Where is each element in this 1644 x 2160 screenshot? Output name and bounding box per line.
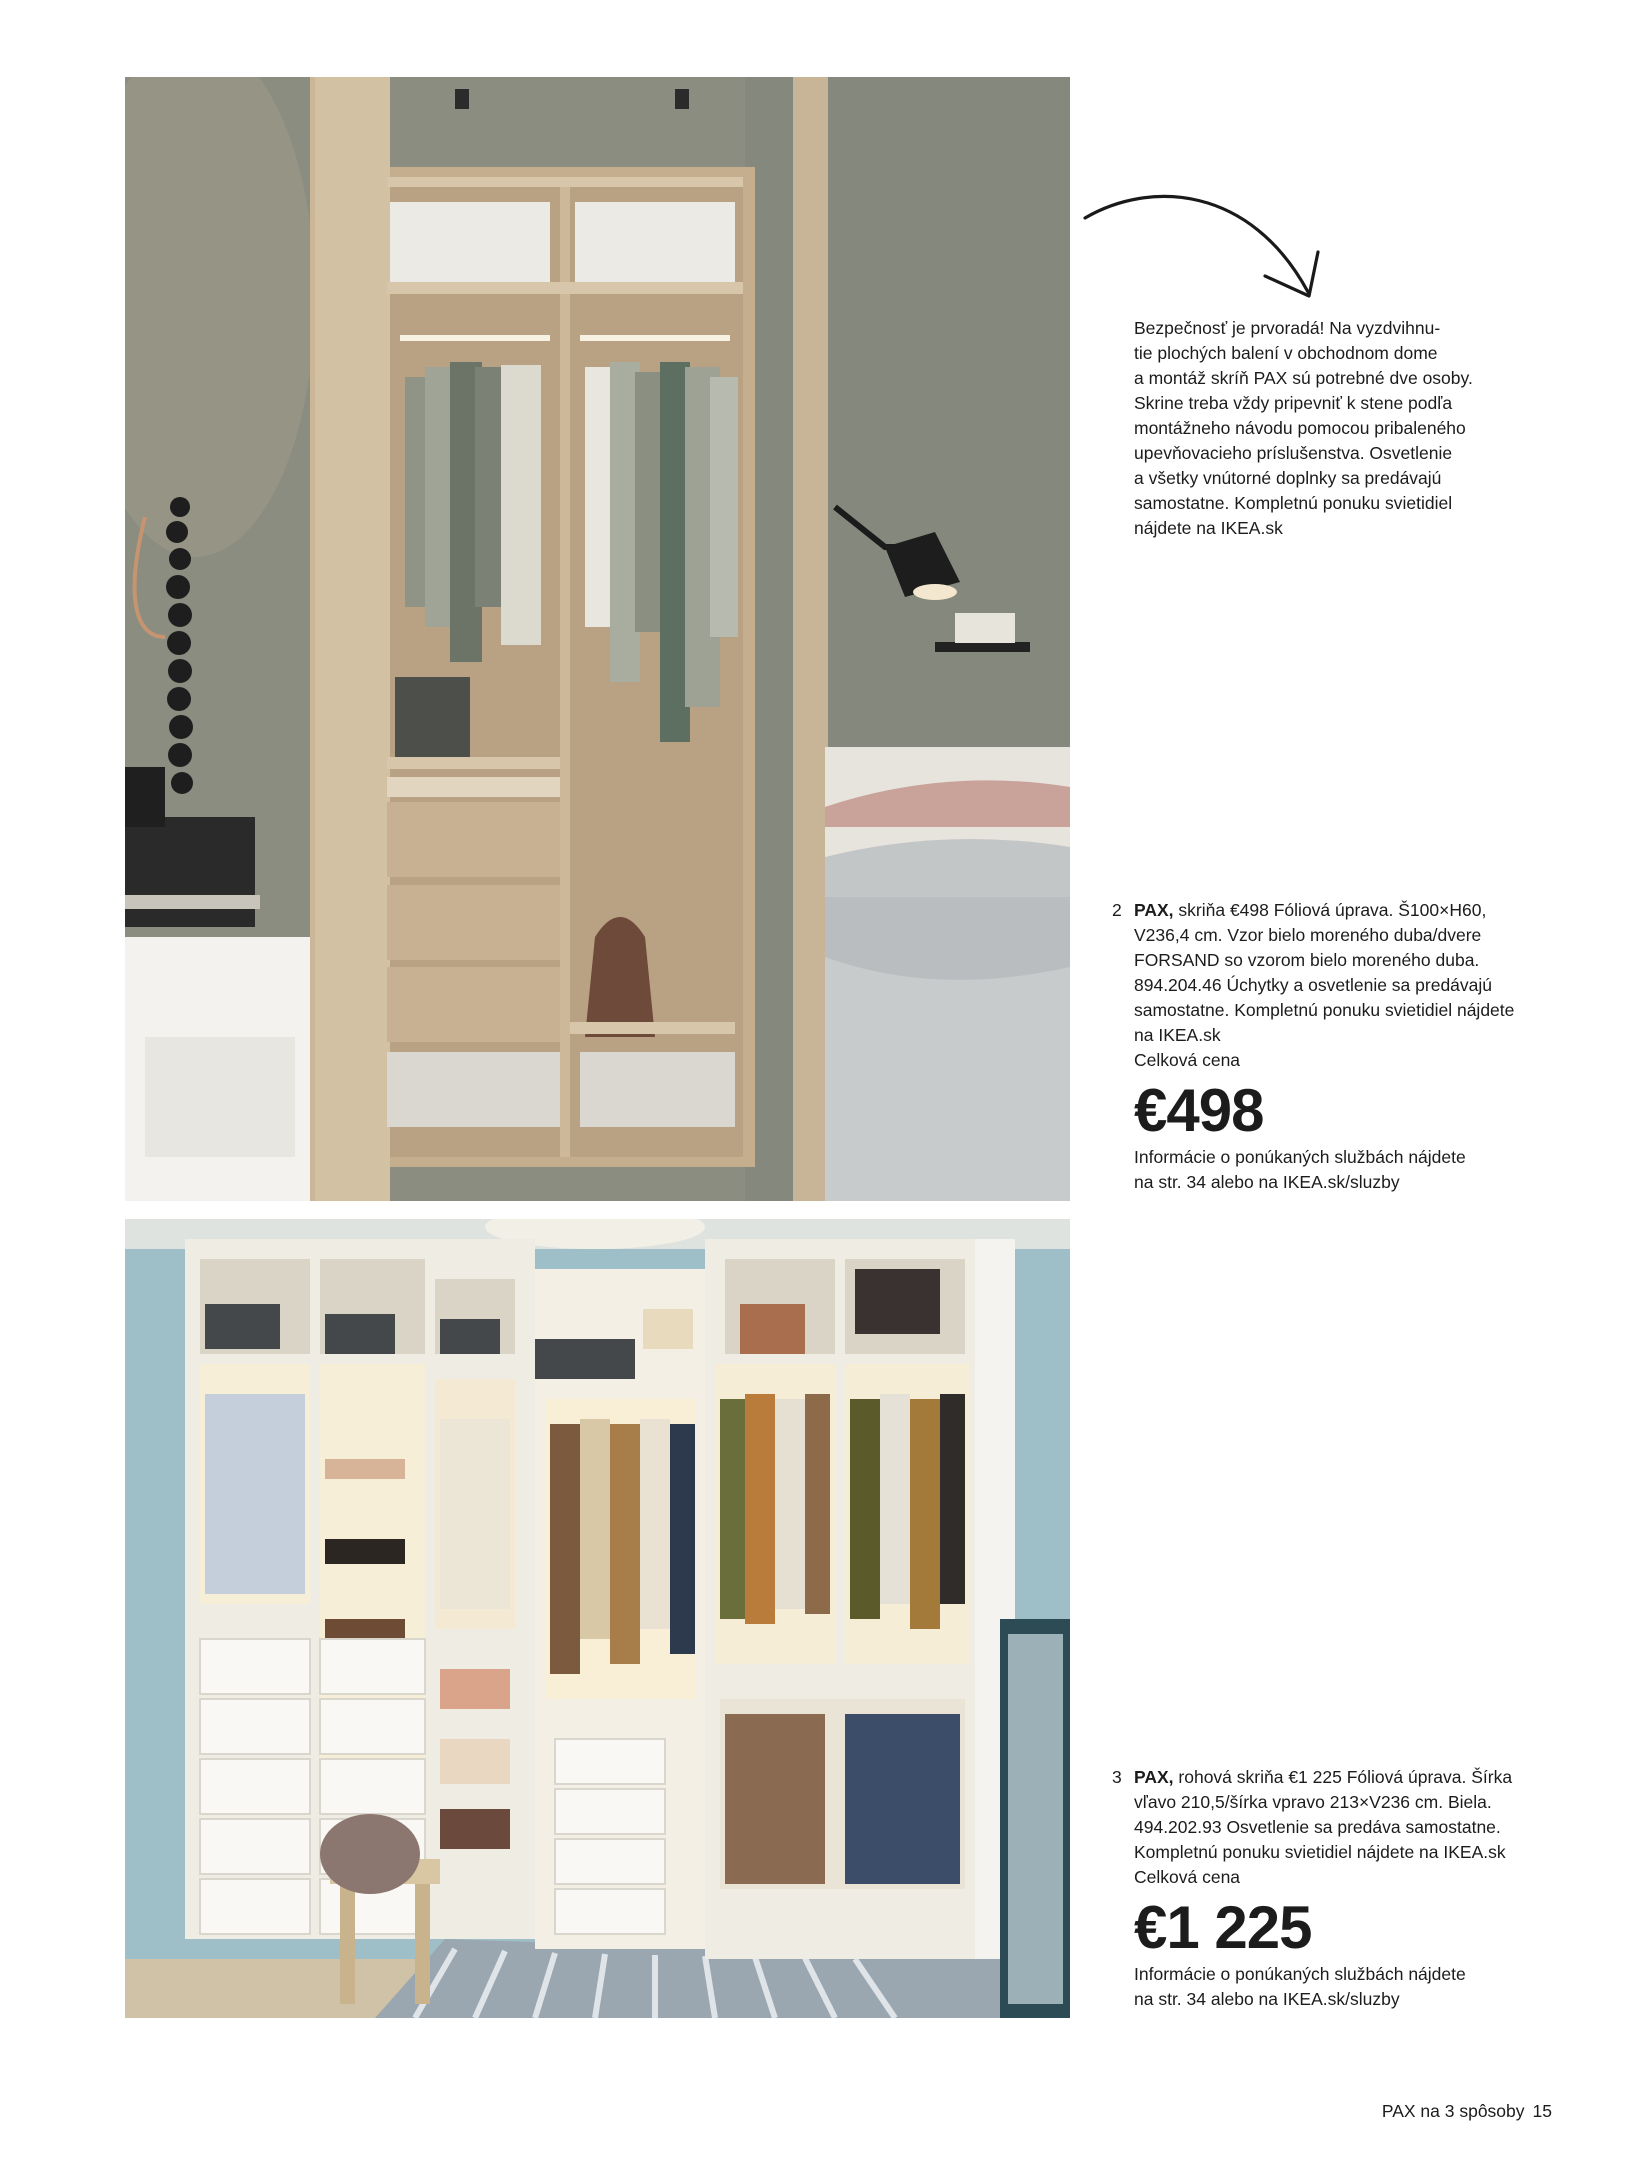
product-name: PAX, <box>1134 1767 1174 1787</box>
product-description: rohová skriňa €1 225 Fóliová úprava. Šírka vľavo 210,5/šírka vpravo 213×V236 cm. Biela. 494.202.93 Osvetlenie sa predáva samostatne. Kompletnú ponuku svietidiel nájdete na IKEA.sk Celková cena <box>1134 1767 1513 1887</box>
service-info: Informácie o ponúkaných službách nájdete na str. 34 alebo na IKEA.sk/sluzby <box>1134 1147 1466 1192</box>
product-price: €1 225 <box>1134 1894 1312 1961</box>
product-number: 3 <box>1112 1767 1122 1787</box>
product-pax-wardrobe <box>1112 898 1572 1195</box>
product-pax-corner-wardrobe <box>1112 1765 1572 2012</box>
page-number: 15 <box>1532 2101 1552 2121</box>
product-description: skriňa €498 Fóliová úprava. Š100×H60, V236,4 cm. Vzor bielo moreného duba/dvere FORSAND so vzorom bielo moreného duba. 894.204.46 Úchytky a osvetlenie sa predávajú samostatne. Kompletnú ponuku svietidiel nájdete na IKEA.sk Celková cena <box>1134 900 1515 1070</box>
footer-section-title: PAX na 3 spôsoby <box>1381 2101 1525 2121</box>
product-name: PAX, <box>1134 900 1174 920</box>
curved-arrow-icon <box>1080 180 1340 310</box>
safety-note: Bezpečnosť je prvoradá! Na vyzdvihnu- tie plochých balení v obchodnom dome a montáž skríň PAX sú potrebné dve osoby. Skrine treba vždy pripevniť k stene podľa montážneho návodu pomocou pribaleného upevňovacieho príslušenstva. Osvetlenie a všetky vnútorné doplnky sa predávajú samostatne. Kompletnú ponuku svietidiel nájdete na IKEA.sk <box>1134 318 1473 538</box>
page-footer <box>1374 2101 1552 2122</box>
wardrobe-white-corner-photo <box>125 1219 1070 2018</box>
product-number: 2 <box>1112 900 1122 920</box>
wardrobe-oak-photo <box>125 77 1070 1201</box>
service-info: Informácie o ponúkaných službách nájdete na str. 34 alebo na IKEA.sk/sluzby <box>1134 1964 1466 2009</box>
product-price: €498 <box>1134 1077 1264 1144</box>
product-description-block <box>1134 898 1572 1073</box>
product-description-block <box>1134 1765 1572 1890</box>
